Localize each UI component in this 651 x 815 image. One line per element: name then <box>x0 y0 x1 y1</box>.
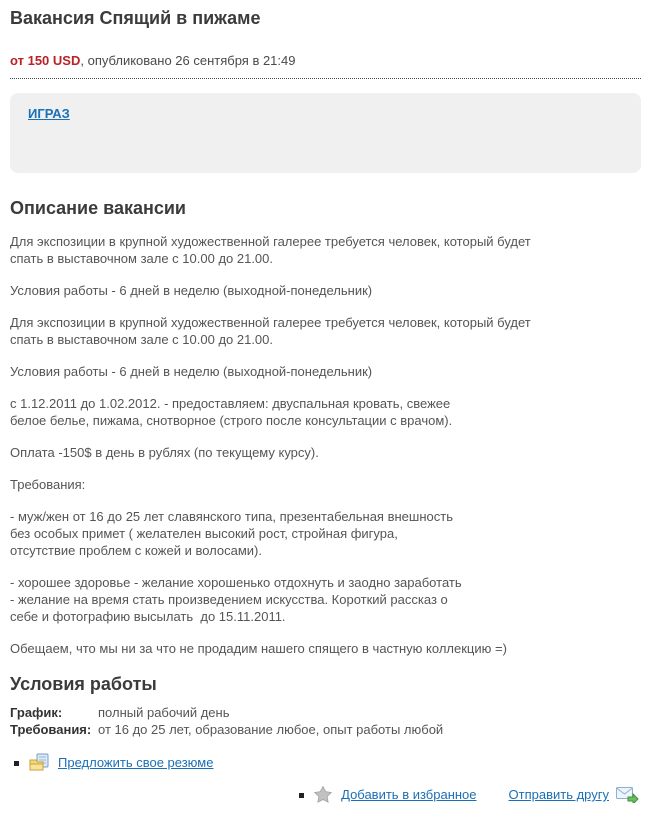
salary-text: от 150 USD <box>10 53 81 68</box>
description-paragraph: - муж/жен от 16 до 25 лет славянского типа, презентабельная внешность без особых примет ( желателен высокий рост, стройная фигура, отсутствие проблем с кожей и волосами). <box>10 509 453 558</box>
star-icon[interactable] <box>314 786 332 803</box>
description-paragraph: Условия работы - 6 дней в неделю (выходной-понедельник) <box>10 283 373 298</box>
vacancy-meta <box>10 53 641 68</box>
condition-label: Требования: <box>10 722 92 737</box>
mail-forward-icon[interactable] <box>616 786 639 803</box>
page-title: Вакансия Спящий в пижаме <box>10 8 261 28</box>
apply-resume-link[interactable]: Предложить свое резюме <box>58 755 214 770</box>
description-paragraph: Для экспозиции в крупной художественной галерее требуется человек, который будет спать в выставочном зале с 10.00 до 21.00. <box>10 315 531 347</box>
send-to-friend-link[interactable]: Отправить другу <box>508 787 609 802</box>
vacancy-page <box>0 8 651 803</box>
resume-folder-icon[interactable] <box>29 753 50 772</box>
conditions-heading: Условия работы <box>10 674 157 694</box>
condition-row-schedule <box>10 704 641 721</box>
description-heading: Описание вакансии <box>10 198 187 218</box>
company-panel <box>10 93 641 173</box>
condition-value: полный рабочий день <box>98 705 230 720</box>
description-paragraph: с 1.12.2011 до 1.02.2012. - предоставляем: двуспальная кровать, свежее белое белье, пижама, снотворное (строго после консультации с врачом). <box>10 396 453 428</box>
description-paragraph: Обещаем, что мы ни за что не продадим нашего спящего в частную коллекцию =) <box>10 641 507 656</box>
description-paragraph: Требования: <box>10 477 86 492</box>
dotted-divider <box>10 78 641 79</box>
apply-resume-row <box>10 753 641 772</box>
description-paragraph: Оплата -150$ в день в рублях (по текущему курсу). <box>10 445 319 460</box>
bullet-square-icon <box>14 761 19 766</box>
condition-value: от 16 до 25 лет, образование любое, опыт работы любой <box>98 722 444 737</box>
description-paragraph: Для экспозиции в крупной художественной галерее требуется человек, который будет спать в выставочном зале с 10.00 до 21.00. <box>10 234 531 266</box>
bullet-square-icon <box>299 793 304 798</box>
description-paragraph: Условия работы - 6 дней в неделю (выходной-понедельник) <box>10 364 373 379</box>
conditions-list <box>10 704 641 738</box>
condition-row-requirements <box>10 721 641 738</box>
condition-label: График: <box>10 705 63 720</box>
company-link[interactable]: ИГРАЗ <box>28 106 70 121</box>
description-paragraph: - хорошее здоровье - желание хорошенько отдохнуть и заодно заработать - желание на время стать произведением искусства. Короткий рассказ о себе и фотографию высылать до 15.11.2011. <box>10 575 462 624</box>
published-text: , опубликовано 26 сентября в 21:49 <box>80 53 296 68</box>
bottom-actions-row <box>10 786 641 803</box>
add-to-favorites-link[interactable]: Добавить в избранное <box>341 787 477 802</box>
